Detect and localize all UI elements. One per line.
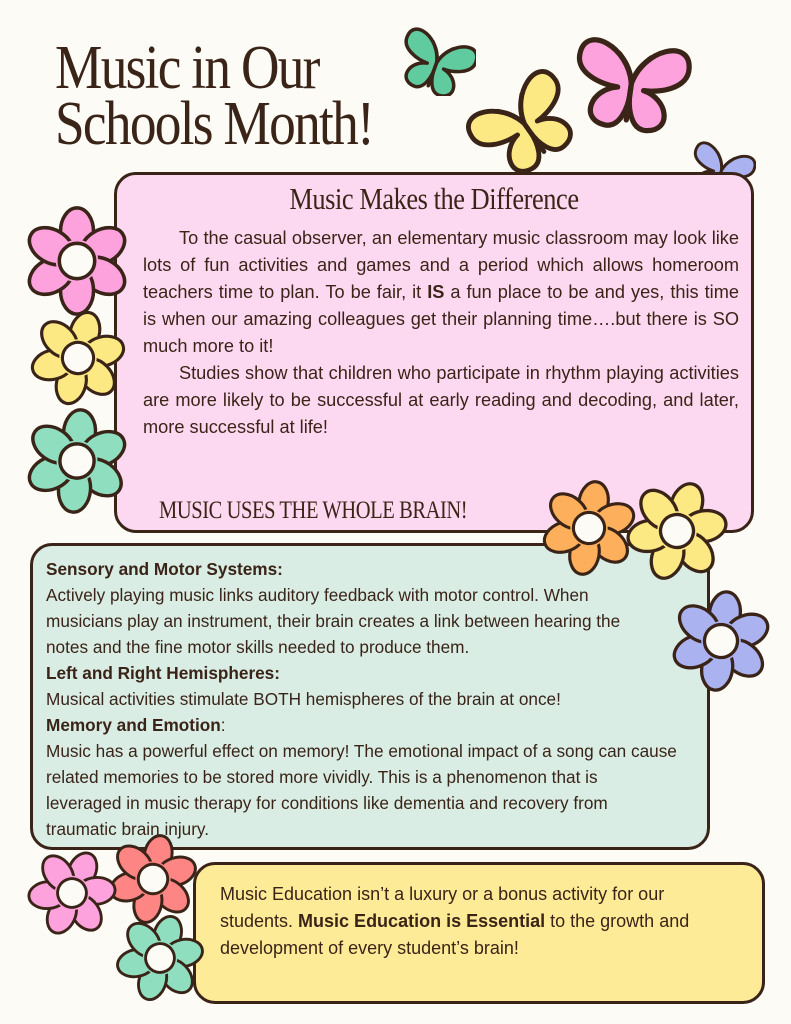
pink-flower-icon (18, 202, 136, 320)
brain-systems-panel (30, 543, 710, 850)
section-heading-sensory: Sensory and Motor Systems: (46, 559, 283, 579)
lavender-flower-icon (666, 586, 776, 696)
whole-brain-heading: MUSIC USES THE WHOLE BRAIN! (159, 497, 468, 524)
yellow-flower-icon (622, 476, 732, 586)
paragraph-1: To the casual observer, an elementary music classroom may look like lots of fun activities and games and a period which allows homeroom teachers time to plan. To be fair, it IS a fun place to be and yes, this time is when our amazing colleagues get their planning time….but there is SO much more to it! (143, 228, 739, 356)
section-body-memory: Music has a powerful effect on memory! The emotional impact of a song can cause related memories to be stored more vividly. This is a phenomenon that is leveraged in music therapy for conditions like dementia and recovery from traumatic brain injury. (46, 741, 677, 839)
panel-title: Music Makes the Difference (289, 181, 579, 216)
title-line-1: Music in Our (55, 34, 319, 102)
section-body-hemispheres: Musical activities stimulate BOTH hemispheres of the brain at once! (46, 689, 561, 709)
emphasis-is: IS (427, 282, 445, 302)
paragraph-2: Studies show that children who participate in rhythm playing activities are more likely to be successful at early reading and decoding, and later, more successful at life! (143, 363, 739, 437)
mint-flower-icon (112, 910, 208, 1006)
essential-callout-panel (193, 862, 765, 1004)
section-heading-memory-wrap: Memory and Emotion: (46, 715, 226, 735)
page-title (55, 34, 374, 158)
section-heading-hemispheres: Left and Right Hemispheres: (46, 663, 280, 683)
pink-butterfly-icon (566, 26, 696, 136)
section-body-sensory: Actively playing music links auditory feedback with motor control. When musicians play an instrument, their brain creates a link between hearing the notes and the fine motor skills needed to produce them. (46, 585, 621, 657)
green-butterfly-icon (396, 26, 476, 96)
section-heading-memory: Memory and Emotion (46, 715, 221, 735)
brain-systems-text (46, 556, 697, 842)
yellow-flower-icon (26, 306, 130, 410)
mint-flower-icon (20, 404, 134, 518)
intro-text (143, 225, 739, 441)
title-line-2: Schools Month! (55, 90, 374, 158)
essential-emphasis: Music Education is Essential (298, 911, 546, 931)
pink-flower-icon (24, 845, 120, 941)
callout-text: Music Education isn’t a luxury or a bonus activity for our students. Music Education is Essential to the growth and development of every student’s brain! (220, 884, 690, 958)
